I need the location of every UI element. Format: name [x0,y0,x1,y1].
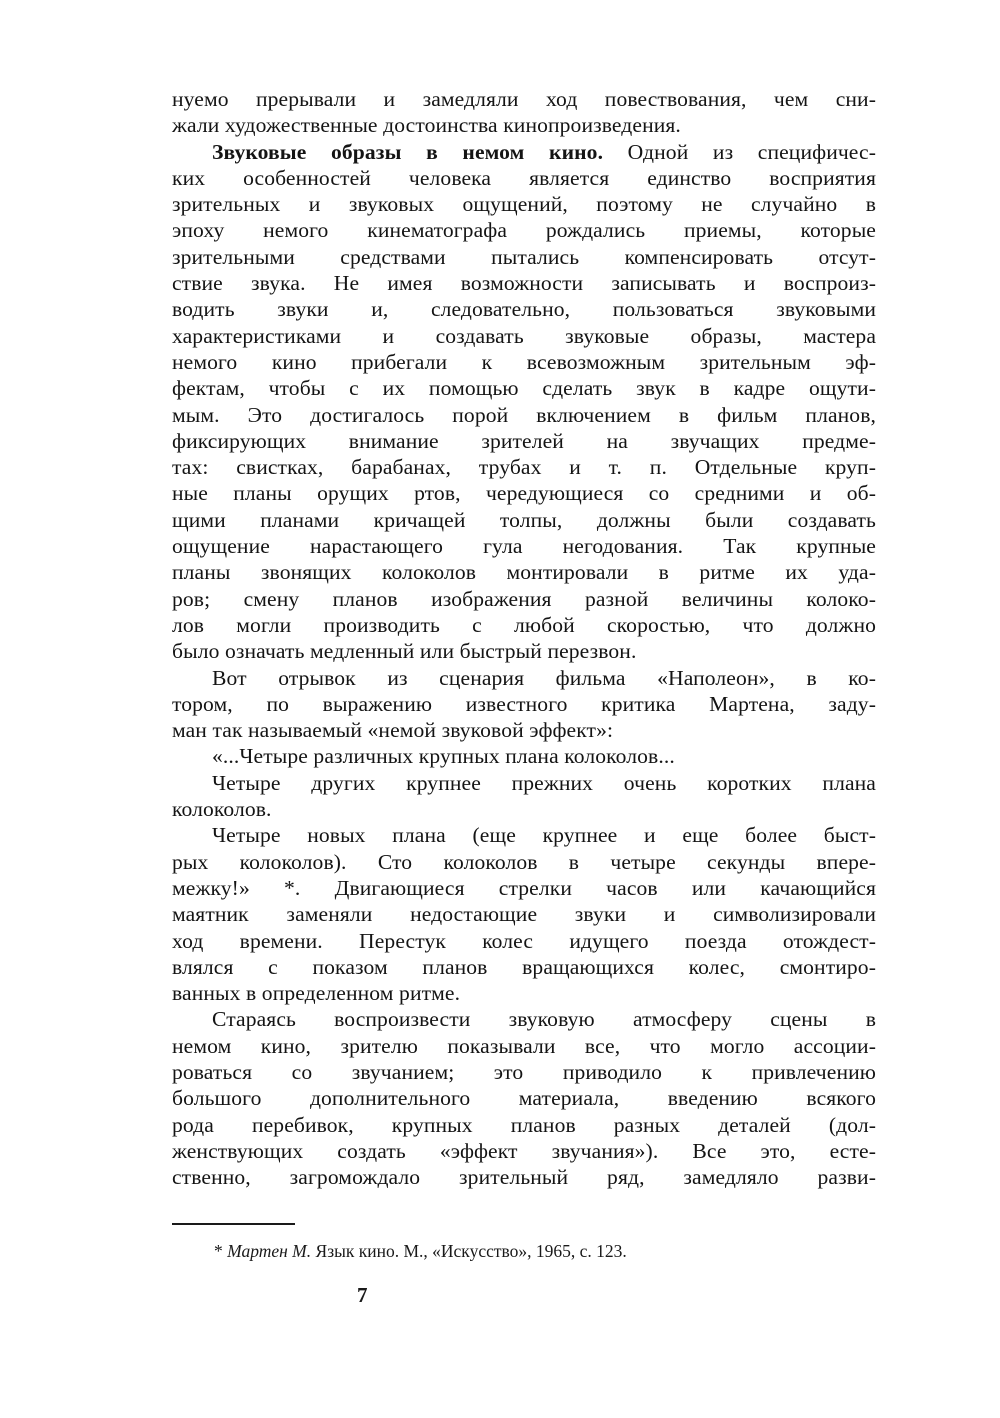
text-line [172,743,876,769]
line-text: Четыре новых плана (еще крупнее и еще более быст- [212,823,876,848]
text-line [172,480,876,506]
text-line [172,691,876,717]
text-line [172,875,876,901]
line-text: большого дополнительного материала, введению всякого [172,1086,876,1111]
text-line [172,717,876,743]
line-text: тах: свистках, барабанах, трубах и т. п. Отдельные круп- [172,455,876,480]
line-text: лов могли производить с любой скоростью, что должно [172,612,876,637]
text-line [172,165,876,191]
line-text: рых колоколов). Сто колоколов в четыре секунды впере- [172,849,876,874]
section-heading: Звуковые образы в немом кино. [212,139,604,164]
text-line [172,139,876,165]
text-line [172,612,876,638]
text-line [172,533,876,559]
line-text: маятник заменяли недостающие звуки и символизировали [172,902,876,927]
line-text: планы звонящих колоколов монтировали в ритме их уда- [172,560,876,585]
line-text: мым. Это достигалось порой включением в фильм планов, [172,402,876,427]
line-text: ные планы орущих ртов, чередующиеся со средними и об- [172,481,876,506]
text-line [172,112,876,138]
text-line [172,928,876,954]
line-text: было означать медленный или быстрый перезвон. [172,639,637,664]
text-line [172,428,876,454]
text-line [172,980,876,1006]
text-line [172,796,876,822]
page-number: 7 [357,1283,368,1307]
text-line [172,1112,876,1138]
line-text: фектам, чтобы с их помощью сделать звук в кадре ощути- [172,376,876,401]
text-line [172,454,876,480]
text-line [172,86,876,112]
text-line [172,770,876,796]
line-text: Стараясь воспроизвести звуковую атмосферу сцены в [212,1007,876,1032]
line-text: немого кино прибегали к всевозможным зрительным эф- [172,349,876,374]
text-line [172,822,876,848]
footnote [214,1240,627,1262]
line-text: Одной из специфичес- [603,139,877,164]
line-text: водить звуки и, следовательно, пользоваться звуковыми [172,297,876,322]
text-line [172,1085,876,1111]
text-line [172,1006,876,1032]
line-text: женствующих создать «эффект звучания»). Все это, есте- [172,1138,876,1163]
line-text: ров; смену планов изображения разной величины колоко- [172,586,876,611]
line-text: характеристиками и создавать звуковые образы, мастера [172,323,876,348]
footnote-author: Мартен М. [227,1241,312,1261]
line-text: роваться со звучанием; это приводило к привлечению [172,1059,876,1084]
text-line [172,270,876,296]
line-text: немом кино, зрителю показывали все, что могло ассоции- [172,1033,876,1058]
text-line [172,638,876,664]
line-text: нуемо прерывали и замедляли ход повествования, чем сни- [172,87,876,111]
line-text: фиксирующих внимание зрителей на звучащих предме- [172,428,876,453]
text-line [172,217,876,243]
line-text: ствие звука. Не имея возможности записывать и воспроиз- [172,271,876,296]
text-line [172,296,876,322]
text-line [172,901,876,927]
line-text: ких особенностей человека является единство восприятия [172,165,876,190]
footnote-marker: * [214,1241,228,1261]
line-text: влялся с показом планов вращающихся колес, смонтиро- [172,954,876,979]
line-text: ственно, загромождало зрительный ряд, замедляло разви- [172,1165,876,1190]
line-text: зрительными средствами пытались компенсировать отсут- [172,244,876,269]
text-line [172,375,876,401]
line-text: «...Четыре различных крупных плана колоколов... [212,744,675,769]
line-text: ход времени. Перестук колес идущего поезда отождест- [172,928,876,953]
line-text: рода перебивок, крупных планов разных деталей (дол- [172,1112,876,1137]
text-line [172,1059,876,1085]
text-line [172,244,876,270]
text-line [172,1164,876,1190]
text-line [172,402,876,428]
line-text: ванных в определенном ритме. [172,981,461,1006]
text-line [172,349,876,375]
line-text: межку!» *. Двигающиеся стрелки часов или качающийся [172,875,876,900]
line-text: Вот отрывок из сценария фильма «Наполеон», в ко- [212,665,876,690]
text-line [172,559,876,585]
text-line [172,1138,876,1164]
footnote-rule [172,1223,295,1225]
text-line [172,954,876,980]
text-line [172,1033,876,1059]
line-text: зрительных и звуковых ощущений, поэтому не случайно в [172,192,876,217]
line-text: Четыре других крупнее прежних очень коротких плана [212,770,876,795]
text-line [172,507,876,533]
text-line [172,665,876,691]
line-text: ман так называемый «немой звуковой эффект»: [172,718,614,743]
footnote-text: Язык кино. М., «Искусство», 1965, с. 123. [311,1241,627,1261]
text-line [172,323,876,349]
text-line [172,849,876,875]
text-line [172,586,876,612]
line-text: колоколов. [172,797,272,822]
page-text [172,86,876,1190]
line-text: тором, по выражению известного критика Мартена, заду- [172,691,876,716]
line-text: жали художественные достоинства кинопроизведения. [172,113,681,138]
line-text: эпоху немого кинематографа рождались приемы, которые [172,218,876,243]
line-text: ощущение нарастающего гула негодования. Так крупные [172,534,876,559]
text-line [172,191,876,217]
line-text: щими планами кричащей толпы, должны были создавать [172,507,876,532]
